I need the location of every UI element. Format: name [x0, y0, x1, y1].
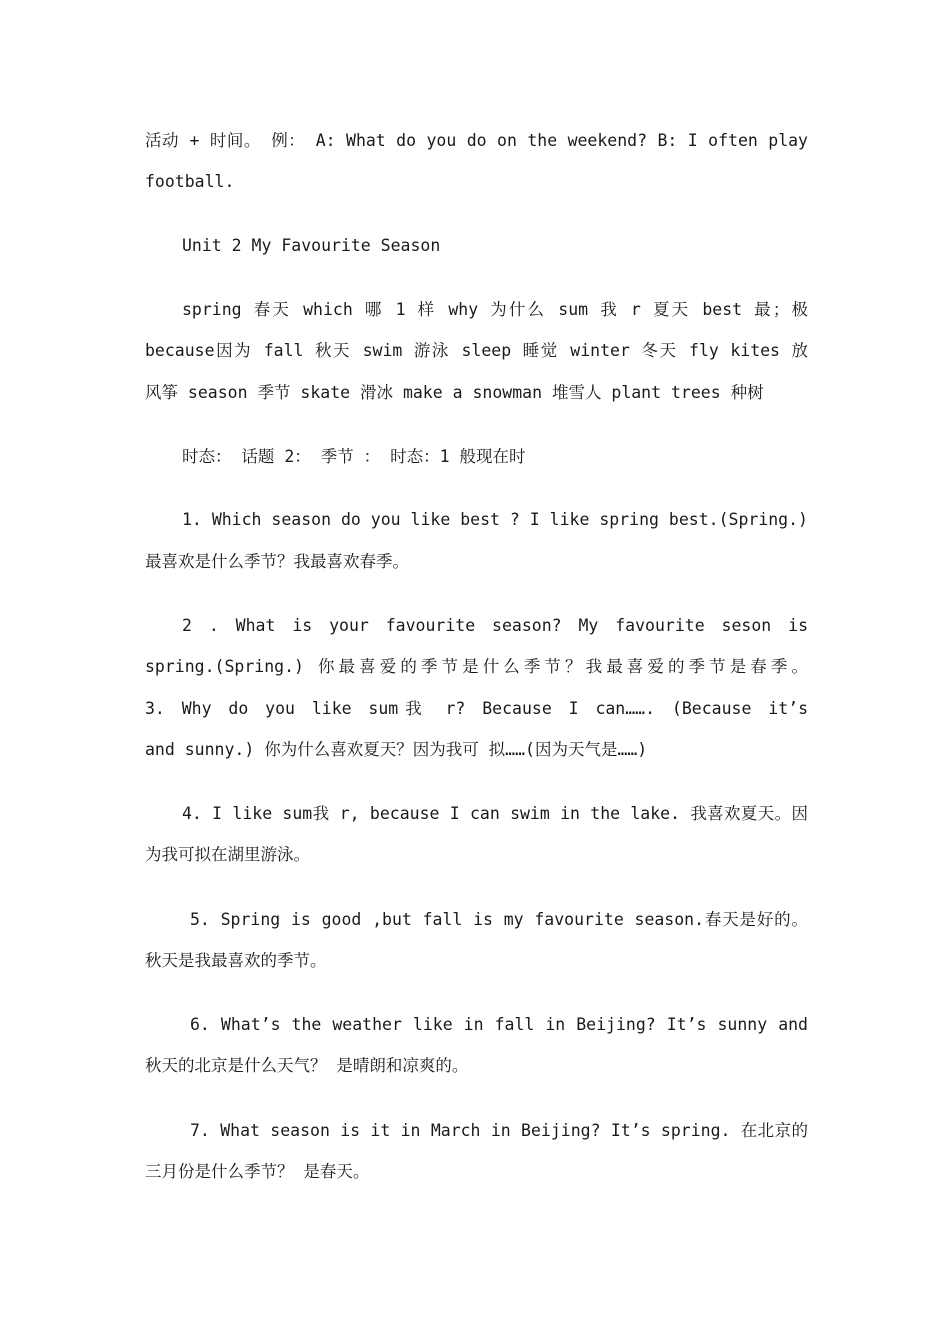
list-item-translation: 为我可拟在湖里游泳。 [145, 845, 310, 864]
list-item: 7. What season is it in March in Beijing? It’s spring. 在北京的 [190, 1121, 808, 1140]
list-item-translation: and sunny.) 你为什么喜欢夏天？因为我可 拟……(因为天气是……) [145, 740, 648, 759]
vocab-line: spring 春天 which 哪 1 样 why 为什么 sum 我 r 夏天 best 最；极 [182, 300, 808, 319]
list-item: 1. Which season do you like best ? I like spring best.(Spring.) [182, 510, 808, 529]
tense-line: 时态： 话题 2： 季节 ： 时态：1 般现在时 [182, 447, 526, 466]
list-item: 5. Spring is good ,but fall is my favourite season.春天是好的。 [190, 910, 808, 929]
text-line: football. [145, 172, 235, 191]
list-item-translation: 最喜欢是什么季节？我最喜欢春季。 [145, 552, 409, 571]
list-item: 6. What’s the weather like in fall in Beijing? It’s sunny and [190, 1015, 808, 1034]
vocab-line: because因为 fall 秋天 swim 游泳 sleep 睡觉 winter 冬天 fly kites 放 [145, 341, 808, 360]
list-item: 3. Why do you like sum我 r? Because I can……. (Because it’s [145, 699, 808, 718]
list-item-translation: 三月份是什么季节？ 是春天。 [145, 1162, 370, 1181]
list-item-translation: 秋天的北京是什么天气？ 是晴朗和凉爽的。 [145, 1056, 469, 1075]
unit-title: Unit 2 My Favourite Season [182, 236, 441, 255]
text-line: 活动 + 时间。 例： A: What do you do on the weekend? B: I often play [145, 131, 808, 150]
list-item: 2 . What is your favourite season? My favourite seson is [182, 616, 808, 635]
vocab-line: 风筝 season 季节 skate 滑冰 make a snowman 堆雪人 plant trees 种树 [145, 383, 764, 402]
list-item-translation: spring.(Spring.) 你最喜爱的季节是什么季节？我最喜爱的季节是春季。 [145, 657, 808, 676]
list-item-translation: 秋天是我最喜欢的季节。 [145, 951, 327, 970]
list-item: 4. I like sum我 r, because I can swim in the lake. 我喜欢夏天。因 [182, 804, 808, 823]
